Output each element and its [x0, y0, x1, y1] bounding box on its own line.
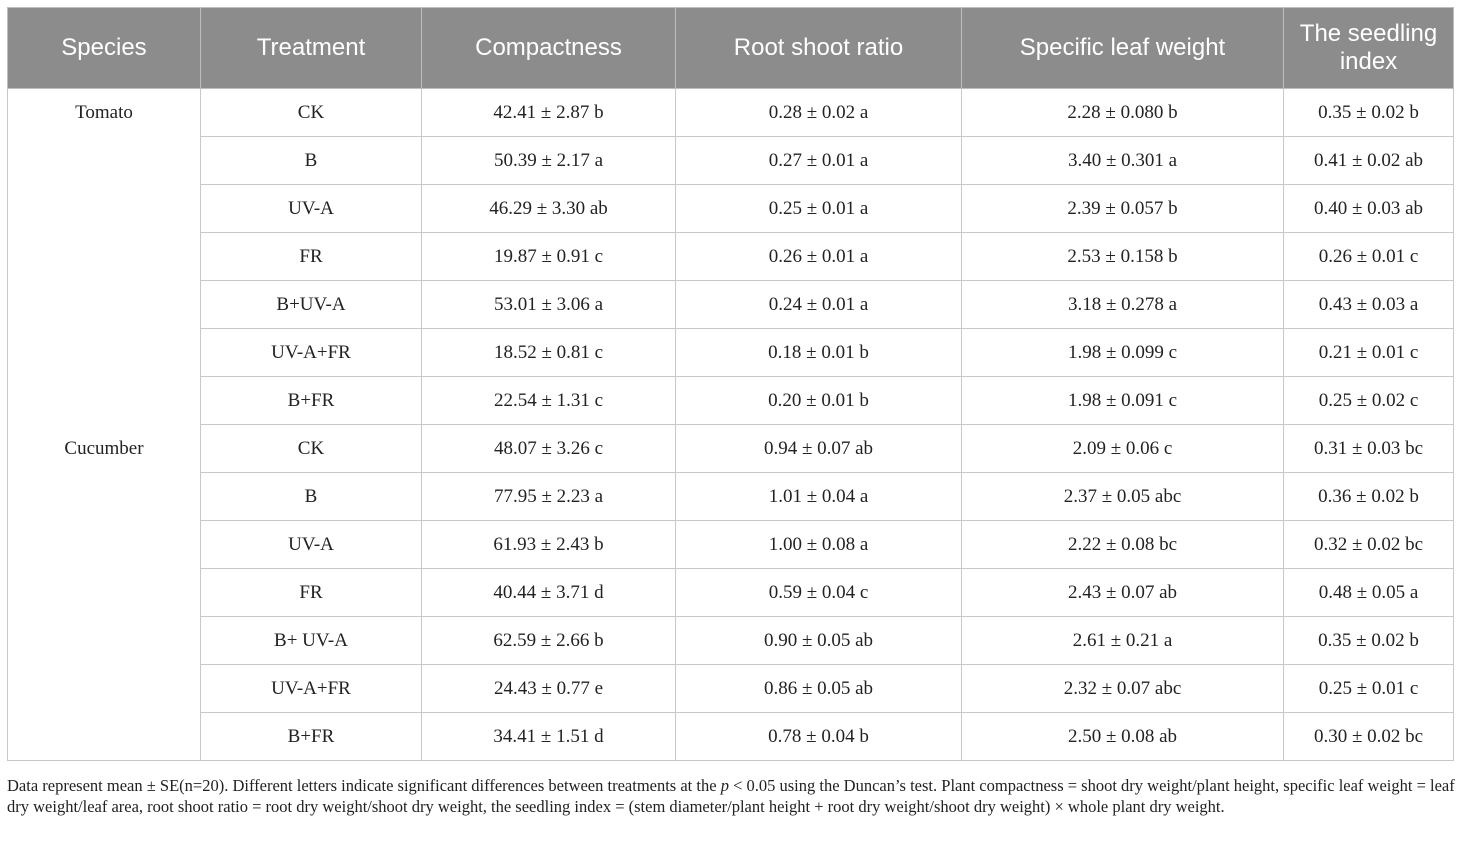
specific-leaf-weight-cell: 2.61 ± 0.21 a — [962, 617, 1284, 665]
seedling-index-cell: 0.40 ± 0.03 ab — [1284, 185, 1454, 233]
seedling-index-cell: 0.31 ± 0.03 bc — [1284, 425, 1454, 473]
footnote-text-end: < 0.05 using the Duncan’s test. Plant compactness = shoot dry weight/plant height, specific leaf weight = leaf dry weight/leaf area, root shoot ratio = root dry weight/shoot dry weight, the seedling index = (stem diameter/plant height + root dry weight/shoot dry weight) × whole plant dry weight. — [7, 776, 1455, 816]
species-cell: Cucumber — [8, 425, 201, 473]
footnote-text-start: Data represent mean ± SE(n=20). Different letters indicate significant differences between treatments at the — [7, 776, 721, 795]
treatment-cell: B — [201, 473, 422, 521]
seedling-index-cell: 0.48 ± 0.05 a — [1284, 569, 1454, 617]
compactness-cell: 22.54 ± 1.31 c — [422, 377, 676, 425]
specific-leaf-weight-cell: 2.09 ± 0.06 c — [962, 425, 1284, 473]
header-row — [8, 8, 1454, 89]
header-root-shoot-ratio: Root shoot ratio — [676, 8, 962, 89]
root-shoot-ratio-cell: 0.26 ± 0.01 a — [676, 233, 962, 281]
compactness-cell: 42.41 ± 2.87 b — [422, 89, 676, 137]
seedling-index-cell: 0.26 ± 0.01 c — [1284, 233, 1454, 281]
compactness-cell: 34.41 ± 1.51 d — [422, 713, 676, 761]
specific-leaf-weight-cell: 1.98 ± 0.091 c — [962, 377, 1284, 425]
table-row — [8, 329, 1454, 377]
header-specific-leaf-weight: Specific leaf weight — [962, 8, 1284, 89]
table-row — [8, 233, 1454, 281]
compactness-cell: 19.87 ± 0.91 c — [422, 233, 676, 281]
table-row — [8, 713, 1454, 761]
treatment-cell: CK — [201, 89, 422, 137]
species-cell — [8, 377, 201, 425]
root-shoot-ratio-cell: 0.27 ± 0.01 a — [676, 137, 962, 185]
compactness-cell: 61.93 ± 2.43 b — [422, 521, 676, 569]
table-footnote — [7, 775, 1457, 817]
species-cell — [8, 521, 201, 569]
root-shoot-ratio-cell: 0.24 ± 0.01 a — [676, 281, 962, 329]
species-cell — [8, 281, 201, 329]
table-row — [8, 665, 1454, 713]
species-cell — [8, 137, 201, 185]
compactness-cell: 24.43 ± 0.77 e — [422, 665, 676, 713]
species-cell — [8, 329, 201, 377]
treatment-cell: B+ UV-A — [201, 617, 422, 665]
treatment-cell: FR — [201, 569, 422, 617]
table-body — [8, 89, 1454, 761]
specific-leaf-weight-cell: 2.53 ± 0.158 b — [962, 233, 1284, 281]
treatment-cell: B+FR — [201, 377, 422, 425]
table-row — [8, 569, 1454, 617]
species-cell — [8, 569, 201, 617]
treatment-cell: B+FR — [201, 713, 422, 761]
specific-leaf-weight-cell: 2.28 ± 0.080 b — [962, 89, 1284, 137]
root-shoot-ratio-cell: 0.28 ± 0.02 a — [676, 89, 962, 137]
root-shoot-ratio-cell: 1.00 ± 0.08 a — [676, 521, 962, 569]
species-cell: Tomato — [8, 89, 201, 137]
table-row — [8, 377, 1454, 425]
species-cell — [8, 617, 201, 665]
root-shoot-ratio-cell: 0.78 ± 0.04 b — [676, 713, 962, 761]
compactness-cell: 48.07 ± 3.26 c — [422, 425, 676, 473]
header-compactness: Compactness — [422, 8, 676, 89]
compactness-cell: 40.44 ± 3.71 d — [422, 569, 676, 617]
table-row — [8, 617, 1454, 665]
table-row — [8, 473, 1454, 521]
compactness-cell: 77.95 ± 2.23 a — [422, 473, 676, 521]
root-shoot-ratio-cell: 0.18 ± 0.01 b — [676, 329, 962, 377]
root-shoot-ratio-cell: 0.59 ± 0.04 c — [676, 569, 962, 617]
specific-leaf-weight-cell: 3.40 ± 0.301 a — [962, 137, 1284, 185]
specific-leaf-weight-cell: 2.22 ± 0.08 bc — [962, 521, 1284, 569]
treatment-cell: CK — [201, 425, 422, 473]
table-row — [8, 281, 1454, 329]
specific-leaf-weight-cell: 2.32 ± 0.07 abc — [962, 665, 1284, 713]
treatment-cell: UV-A — [201, 185, 422, 233]
seedling-index-cell: 0.36 ± 0.02 b — [1284, 473, 1454, 521]
root-shoot-ratio-cell: 0.20 ± 0.01 b — [676, 377, 962, 425]
treatment-cell: UV-A+FR — [201, 329, 422, 377]
specific-leaf-weight-cell: 2.43 ± 0.07 ab — [962, 569, 1284, 617]
table-row — [8, 89, 1454, 137]
root-shoot-ratio-cell: 0.86 ± 0.05 ab — [676, 665, 962, 713]
root-shoot-ratio-cell: 0.94 ± 0.07 ab — [676, 425, 962, 473]
species-cell — [8, 473, 201, 521]
seedling-index-cell: 0.41 ± 0.02 ab — [1284, 137, 1454, 185]
header-treatment: Treatment — [201, 8, 422, 89]
table-row — [8, 137, 1454, 185]
compactness-cell: 62.59 ± 2.66 b — [422, 617, 676, 665]
specific-leaf-weight-cell: 2.50 ± 0.08 ab — [962, 713, 1284, 761]
seedling-index-cell: 0.43 ± 0.03 a — [1284, 281, 1454, 329]
species-cell — [8, 233, 201, 281]
seedling-index-cell: 0.35 ± 0.02 b — [1284, 617, 1454, 665]
treatment-cell: UV-A+FR — [201, 665, 422, 713]
seedling-index-cell: 0.35 ± 0.02 b — [1284, 89, 1454, 137]
treatment-cell: FR — [201, 233, 422, 281]
header-seedling-index: The seedling index — [1284, 8, 1454, 89]
table-header — [8, 8, 1454, 89]
table-row — [8, 185, 1454, 233]
seedling-index-cell: 0.25 ± 0.02 c — [1284, 377, 1454, 425]
seedling-index-cell: 0.30 ± 0.02 bc — [1284, 713, 1454, 761]
root-shoot-ratio-cell: 1.01 ± 0.04 a — [676, 473, 962, 521]
species-cell — [8, 185, 201, 233]
header-species: Species — [8, 8, 201, 89]
seedling-index-cell: 0.25 ± 0.01 c — [1284, 665, 1454, 713]
table-row — [8, 521, 1454, 569]
seedling-index-cell: 0.32 ± 0.02 bc — [1284, 521, 1454, 569]
root-shoot-ratio-cell: 0.90 ± 0.05 ab — [676, 617, 962, 665]
compactness-cell: 18.52 ± 0.81 c — [422, 329, 676, 377]
specific-leaf-weight-cell: 3.18 ± 0.278 a — [962, 281, 1284, 329]
treatment-cell: B — [201, 137, 422, 185]
treatment-cell: UV-A — [201, 521, 422, 569]
compactness-cell: 46.29 ± 3.30 ab — [422, 185, 676, 233]
specific-leaf-weight-cell: 2.39 ± 0.057 b — [962, 185, 1284, 233]
table-row — [8, 425, 1454, 473]
species-cell — [8, 665, 201, 713]
data-table — [7, 7, 1454, 761]
specific-leaf-weight-cell: 2.37 ± 0.05 abc — [962, 473, 1284, 521]
compactness-cell: 53.01 ± 3.06 a — [422, 281, 676, 329]
compactness-cell: 50.39 ± 2.17 a — [422, 137, 676, 185]
root-shoot-ratio-cell: 0.25 ± 0.01 a — [676, 185, 962, 233]
seedling-index-cell: 0.21 ± 0.01 c — [1284, 329, 1454, 377]
treatment-cell: B+UV-A — [201, 281, 422, 329]
specific-leaf-weight-cell: 1.98 ± 0.099 c — [962, 329, 1284, 377]
p-value-symbol: p — [720, 776, 729, 795]
species-cell — [8, 713, 201, 761]
